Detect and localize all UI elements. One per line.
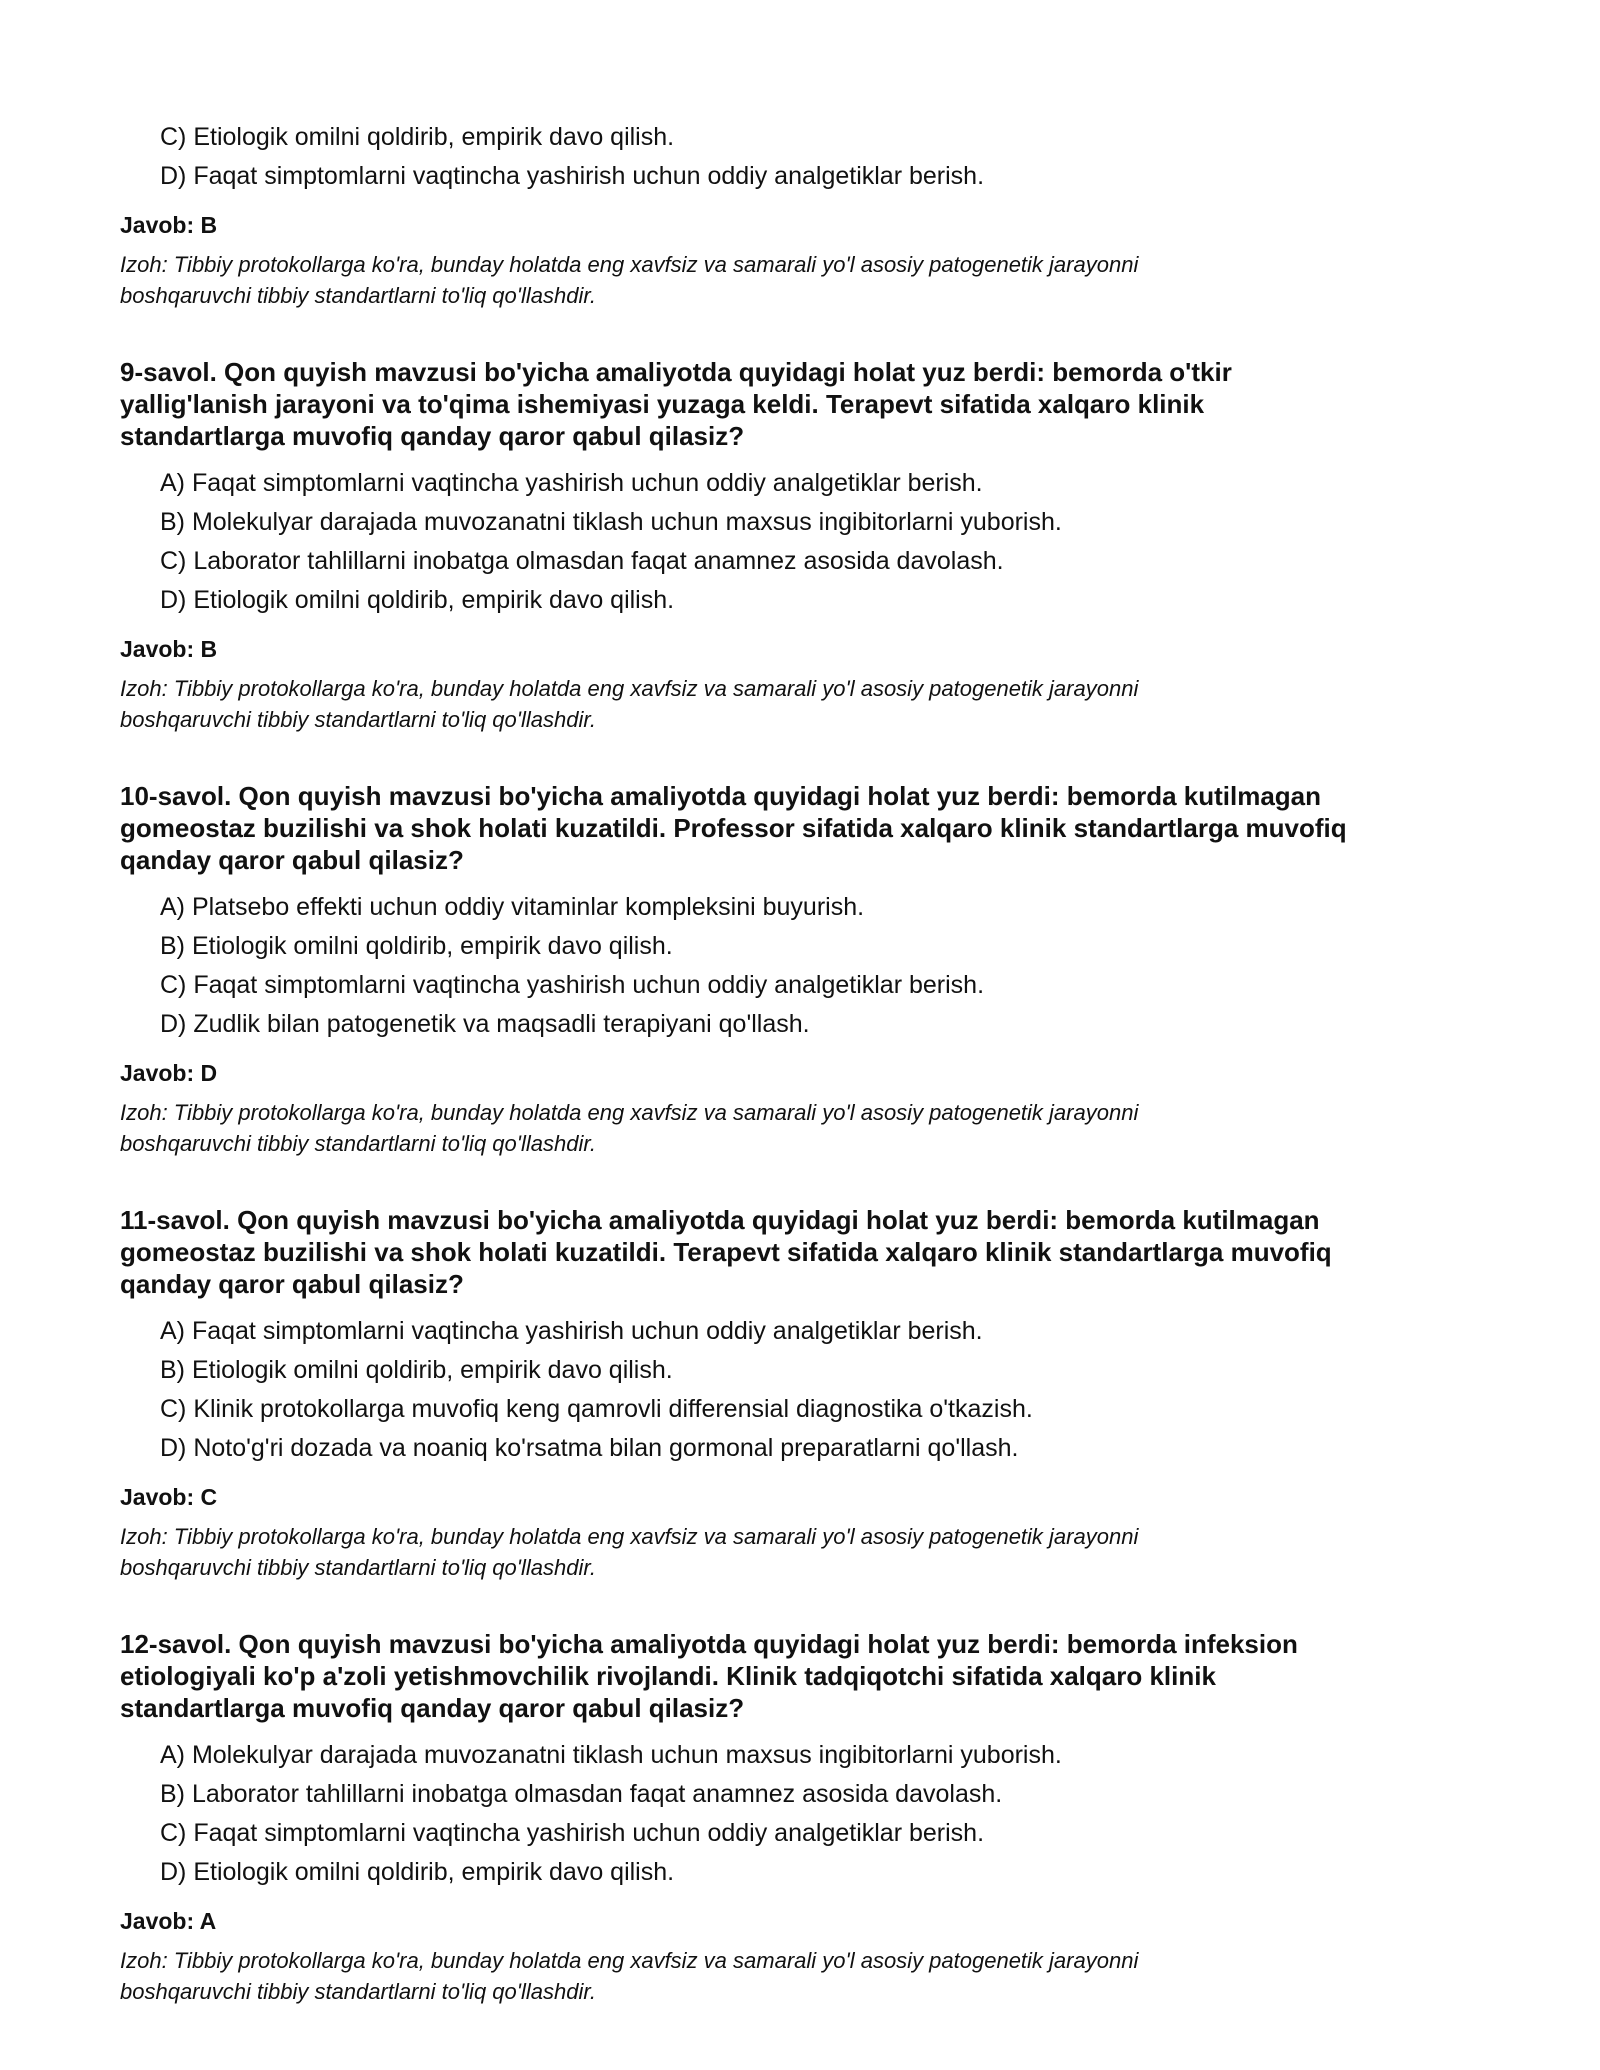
- option-c: C) Faqat simptomlarni vaqtincha yashirish uchun oddiy analgetiklar berish.: [160, 971, 985, 999]
- question-title-line: yallig'lanish jarayoni va to'qima ishemiyasi yuzaga keldi. Terapevt sifatida xalqaro klinik: [120, 389, 1205, 419]
- option-c: C) Faqat simptomlarni vaqtincha yashirish uchun oddiy analgetiklar berish.: [160, 1819, 985, 1847]
- option-d: D) Noto'g'ri dozada va noaniq ko'rsatma bilan gormonal preparatlarni qo'llash.: [160, 1434, 1019, 1462]
- answer-label: Javob: C: [120, 1484, 218, 1510]
- question-8-continuation: [120, 118, 1500, 311]
- option-c: C) Etiologik omilni qoldirib, empirik davo qilish.: [160, 123, 675, 151]
- note-line: Izoh: Tibbiy protokollarga ko'ra, bunday holatda eng xavfsiz va samarali yo'l asosiy patogenetik jarayonni: [120, 1524, 1139, 1549]
- note-line: boshqaruvchi tibbiy standartlarni to'liq qo'llashdir.: [120, 1131, 596, 1156]
- option-b: B) Laborator tahlillarni inobatga olmasdan faqat anamnez asosida davolash.: [160, 1780, 1003, 1808]
- note-line: boshqaruvchi tibbiy standartlarni to'liq qo'llashdir.: [120, 707, 596, 732]
- question-title: [120, 780, 1500, 876]
- option-b: B) Etiologik omilni qoldirib, empirik davo qilish.: [160, 1356, 673, 1384]
- question-title-line: 9-savol. Qon quyish mavzusi bo'yicha amaliyotda quyidagi holat yuz berdi: bemorda o'tkir: [120, 357, 1232, 387]
- question-title-line: 12-savol. Qon quyish mavzusi bo'yicha amaliyotda quyidagi holat yuz berdi: bemorda infeksion: [120, 1629, 1298, 1659]
- question-12: [120, 1628, 1500, 2007]
- note-line: Izoh: Tibbiy protokollarga ko'ra, bunday holatda eng xavfsiz va samarali yo'l asosiy patogenetik jarayonni: [120, 676, 1139, 701]
- explanation-note: [120, 1097, 1500, 1159]
- option-b: B) Etiologik omilni qoldirib, empirik davo qilish.: [160, 932, 673, 960]
- question-9: [120, 356, 1500, 735]
- option-d: D) Faqat simptomlarni vaqtincha yashirish uchun oddiy analgetiklar berish.: [160, 162, 985, 190]
- note-line: boshqaruvchi tibbiy standartlarni to'liq qo'llashdir.: [120, 1555, 596, 1580]
- note-line: Izoh: Tibbiy protokollarga ko'ra, bunday holatda eng xavfsiz va samarali yo'l asosiy patogenetik jarayonni: [120, 252, 1139, 277]
- option-b: B) Molekulyar darajada muvozanatni tiklash uchun maxsus ingibitorlarni yuborish.: [160, 508, 1062, 536]
- note-line: boshqaruvchi tibbiy standartlarni to'liq qo'llashdir.: [120, 283, 596, 308]
- note-line: Izoh: Tibbiy protokollarga ko'ra, bunday holatda eng xavfsiz va samarali yo'l asosiy patogenetik jarayonni: [120, 1100, 1139, 1125]
- option-c: C) Klinik protokollarga muvofiq keng qamrovli differensial diagnostika o'tkazish.: [160, 1395, 1033, 1423]
- question-title: [120, 356, 1500, 452]
- option-d: D) Zudlik bilan patogenetik va maqsadli terapiyani qo'llash.: [160, 1010, 810, 1038]
- document-page: [120, 118, 1500, 2007]
- question-10: [120, 780, 1500, 1159]
- question-title-line: standartlarga muvofiq qanday qaror qabul qilasiz?: [120, 421, 745, 451]
- question-title-line: standartlarga muvofiq qanday qaror qabul qilasiz?: [120, 1693, 745, 1723]
- option-d: D) Etiologik omilni qoldirib, empirik davo qilish.: [160, 586, 675, 614]
- question-title-line: qanday qaror qabul qilasiz?: [120, 845, 464, 875]
- question-title-line: gomeostaz buzilishi va shok holati kuzatildi. Terapevt sifatida xalqaro klinik standartlarga muvofiq: [120, 1237, 1332, 1267]
- question-title: [120, 1204, 1500, 1300]
- answer-label: Javob: B: [120, 212, 218, 238]
- option-a: A) Faqat simptomlarni vaqtincha yashirish uchun oddiy analgetiklar berish.: [160, 1317, 983, 1345]
- question-title-line: 10-savol. Qon quyish mavzusi bo'yicha amaliyotda quyidagi holat yuz berdi: bemorda kutilmagan: [120, 781, 1322, 811]
- explanation-note: [120, 1945, 1500, 2007]
- option-a: A) Faqat simptomlarni vaqtincha yashirish uchun oddiy analgetiklar berish.: [160, 469, 983, 497]
- question-title-line: etiologiyali ko'p a'zoli yetishmovchilik rivojlandi. Klinik tadqiqotchi sifatida xalqaro klinik: [120, 1661, 1216, 1691]
- answer-label: Javob: B: [120, 636, 218, 662]
- question-11: [120, 1204, 1500, 1583]
- option-a: A) Molekulyar darajada muvozanatni tiklash uchun maxsus ingibitorlarni yuborish.: [160, 1741, 1062, 1769]
- question-title-line: qanday qaror qabul qilasiz?: [120, 1269, 464, 1299]
- answer-label: Javob: D: [120, 1060, 218, 1086]
- question-title-line: gomeostaz buzilishi va shok holati kuzatildi. Professor sifatida xalqaro klinik standartlarga muvofiq: [120, 813, 1347, 843]
- question-title-line: 11-savol. Qon quyish mavzusi bo'yicha amaliyotda quyidagi holat yuz berdi: bemorda kutilmagan: [120, 1205, 1320, 1235]
- option-c: C) Laborator tahlillarni inobatga olmasdan faqat anamnez asosida davolash.: [160, 547, 1004, 575]
- option-d: D) Etiologik omilni qoldirib, empirik davo qilish.: [160, 1858, 675, 1886]
- note-line: Izoh: Tibbiy protokollarga ko'ra, bunday holatda eng xavfsiz va samarali yo'l asosiy patogenetik jarayonni: [120, 1948, 1139, 1973]
- explanation-note: [120, 1521, 1500, 1583]
- note-line: boshqaruvchi tibbiy standartlarni to'liq qo'llashdir.: [120, 1979, 596, 2004]
- option-a: A) Platsebo effekti uchun oddiy vitaminlar kompleksini buyurish.: [160, 893, 865, 921]
- question-title: [120, 1628, 1500, 1724]
- explanation-note: [120, 249, 1500, 311]
- explanation-note: [120, 673, 1500, 735]
- answer-label: Javob: A: [120, 1908, 217, 1934]
